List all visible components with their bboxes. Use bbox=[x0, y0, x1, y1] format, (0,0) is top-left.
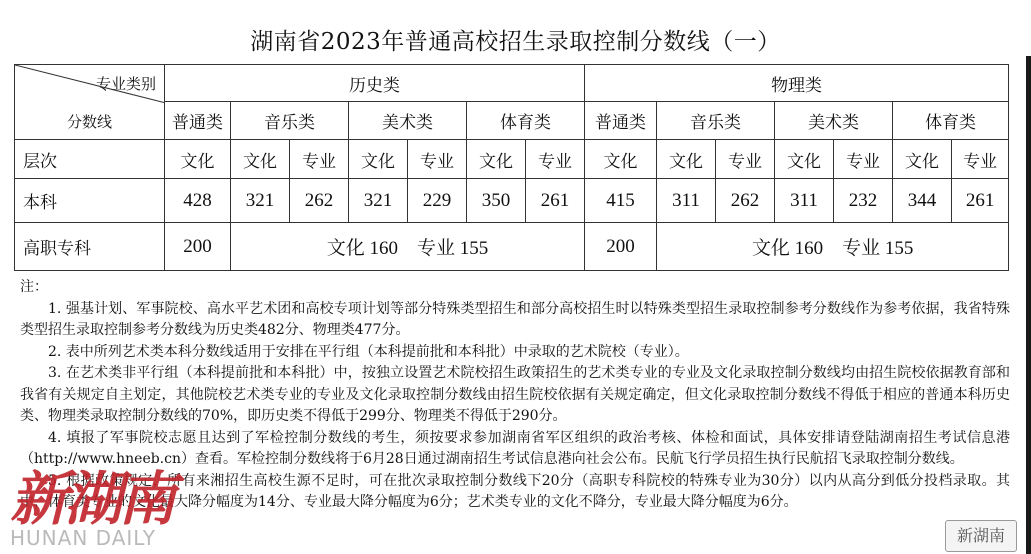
score-label: 分数线 bbox=[67, 113, 113, 131]
score-table bbox=[14, 64, 1009, 271]
history-header: 历史类 bbox=[165, 65, 585, 102]
subhead-wenhua: 文化 bbox=[349, 140, 408, 179]
score-cell: 321 bbox=[349, 179, 408, 223]
merged-score-cell: 文化 160 专业 155 bbox=[231, 223, 585, 271]
subhead-zhuanye: 专业 bbox=[834, 140, 893, 179]
note-item: 3. 在艺术类非平行组（本科提前批和本科批）中，按独立设置艺术院校招生政策招生的艺术类专业的专业及文化录取控制分数线均由招生院校依据教育部和我省有关规定自主划定，其他院校艺术类专业的专业及文化录取控制分数线由招生院校依据有关规定确定，但文化录取控制分数线不得低于相应的普通本科历史类、物理类录取控制分数线的70%，即历史类不得低于299分、物理类不得低于290分。 bbox=[20, 365, 1010, 424]
score-cell: 262 bbox=[290, 179, 349, 223]
history-tiyu-header: 体育类 bbox=[467, 102, 585, 140]
note-item: 5. 根据政策规定，所有来湘招生高校生源不足时，可在批次录取控制分数线下20分（高职专科院校的特殊专业为30分）以内从高分到低分投档录取。其中，体育类专业的文化最大降分幅度为14分、专业最大降分幅度为6分；艺术类专业的文化不降分，专业最大降分幅度为6分。 bbox=[20, 472, 1010, 510]
subhead-wenhua: 文化 bbox=[467, 140, 526, 179]
score-cell: 311 bbox=[775, 179, 834, 223]
note-item: 4. 填报了军事院校志愿且达到了军检控制分数线的考生，须按要求参加湖南省军区组织的政治考核、体检和面试，具体安排请登陆湖南招生考试信息港（http://www.hneeb.cn）查看。军检控制分数线将于6月28日通过湖南招生考试信息港向社会公布。民航飞行学员招生执行民航招飞录取控制分数线。 bbox=[20, 429, 1010, 467]
merged-score-cell: 文化 160 专业 155 bbox=[657, 223, 1009, 271]
subhead-wenhua: 文化 bbox=[657, 140, 716, 179]
row-label-benke: 本科 bbox=[15, 179, 165, 223]
note-item: 2. 表中所列艺术类本科分数线适用于安排在平行组（本科提前批和本科批）中录取的艺术院校（专业）。 bbox=[48, 343, 689, 360]
score-cell: 261 bbox=[526, 179, 585, 223]
watermark-subtext: HUNAN DAILY bbox=[10, 526, 156, 550]
subhead-zhuanye: 专业 bbox=[526, 140, 585, 179]
subhead-wenhua: 文化 bbox=[775, 140, 834, 179]
physics-yinyue-header: 音乐类 bbox=[657, 102, 775, 140]
score-cell: 229 bbox=[408, 179, 467, 223]
subhead-zhuanye: 专业 bbox=[408, 140, 467, 179]
category-label: 专业类别 bbox=[95, 75, 156, 93]
physics-tiyu-header: 体育类 bbox=[893, 102, 1009, 140]
row-label-gaozhi: 高职专科 bbox=[15, 223, 165, 271]
notes-label: 注： bbox=[20, 279, 48, 295]
subhead-wenhua: 文化 bbox=[585, 140, 657, 179]
history-putong-header: 普通类 bbox=[165, 102, 231, 140]
subhead-wenhua: 文化 bbox=[231, 140, 290, 179]
score-cell: 311 bbox=[657, 179, 716, 223]
history-yinyue-header: 音乐类 bbox=[231, 102, 349, 140]
subhead-zhuanye: 专业 bbox=[290, 140, 349, 179]
level-label: 层次 bbox=[15, 140, 165, 179]
page-title: 湖南省2023年普通高校招生录取控制分数线（一） bbox=[250, 29, 781, 55]
subhead-wenhua: 文化 bbox=[893, 140, 952, 179]
score-cell: 262 bbox=[716, 179, 775, 223]
score-cell: 200 bbox=[165, 223, 231, 271]
watermark bbox=[0, 452, 200, 552]
score-cell: 350 bbox=[467, 179, 526, 223]
score-cell: 261 bbox=[952, 179, 1009, 223]
right-edge-bar bbox=[1026, 56, 1031, 554]
subhead-zhuanye: 专业 bbox=[952, 140, 1009, 179]
score-cell: 321 bbox=[231, 179, 290, 223]
table-row bbox=[15, 223, 1009, 271]
watermark-text: 新湖南 bbox=[10, 465, 173, 533]
score-cell: 200 bbox=[585, 223, 657, 271]
history-meishu-header: 美术类 bbox=[349, 102, 467, 140]
physics-putong-header: 普通类 bbox=[585, 102, 657, 140]
note-item: 1. 强基计划、军事院校、高水平艺术团和高校专项计划等部分特殊类型招生和部分高校招生时以特殊类型招生录取控制参考分数线作为参考依据，我省特殊类型招生录取控制参考分数线为历史类482分、物理类477分。 bbox=[20, 300, 1010, 338]
score-cell: 428 bbox=[165, 179, 231, 223]
physics-header: 物理类 bbox=[585, 65, 1009, 102]
subhead-wenhua: 文化 bbox=[165, 140, 231, 179]
diagonal-header-cell bbox=[15, 65, 165, 140]
brand-logo: 新湖南 bbox=[945, 520, 1017, 552]
subhead-zhuanye: 专业 bbox=[716, 140, 775, 179]
score-cell: 415 bbox=[585, 179, 657, 223]
score-cell: 344 bbox=[893, 179, 952, 223]
physics-meishu-header: 美术类 bbox=[775, 102, 893, 140]
table-row bbox=[15, 179, 1009, 223]
score-cell: 232 bbox=[834, 179, 893, 223]
